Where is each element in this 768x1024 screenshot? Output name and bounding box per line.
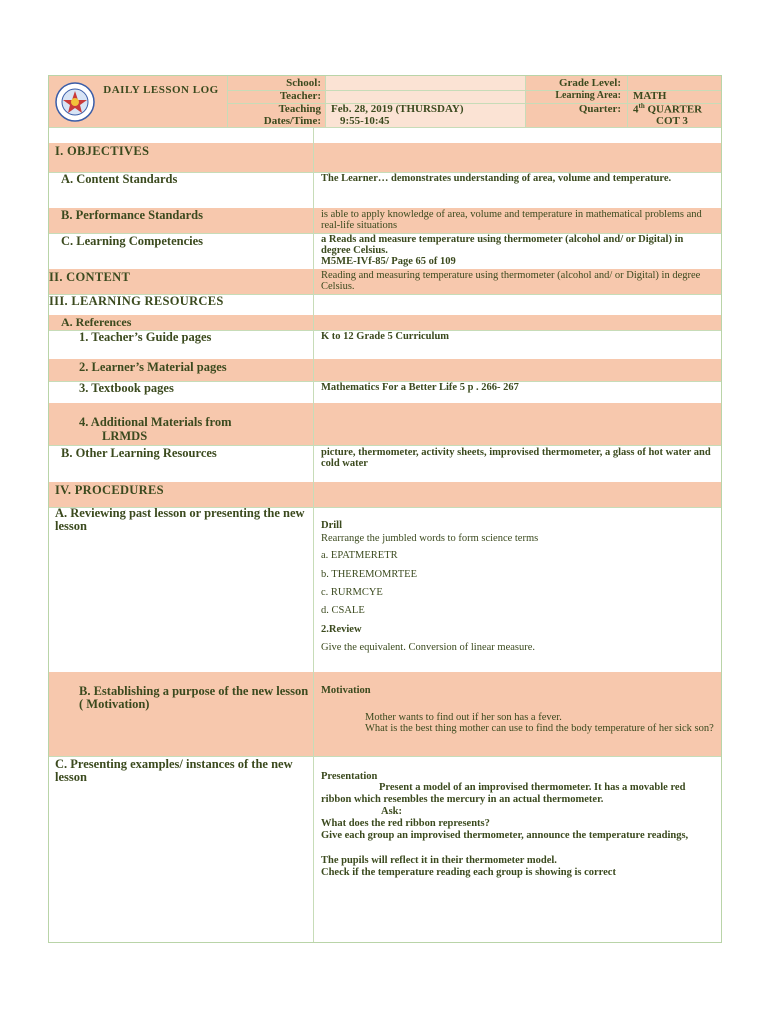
dates-label-2: Dates/Time: [263, 115, 321, 127]
presentation-text-3: The pupils will reflect it in their thermometer model. [321, 855, 557, 866]
references-band [49, 315, 721, 330]
performance-standards-value: is able to apply knowledge of area, volume and temperature in mathematical problems and real-life situations [321, 209, 702, 231]
dates-value-2[interactable]: 9:55-10:45 [340, 115, 390, 127]
presenting-label: C. Presenting examples/ instances of the new lesson [55, 757, 293, 784]
teacher-label: Teacher: [279, 90, 321, 102]
drill-title: Drill [321, 520, 342, 531]
dates-label-1: Teaching [278, 103, 321, 115]
objectives-header-band [49, 143, 721, 172]
quarter-value-2: COT 3 [656, 115, 688, 127]
learners-material-label: 2. Learner’s Material pages [79, 360, 227, 374]
other-resources-value: picture, thermometer, activity sheets, improvised thermometer, a glass of hot water and cold water [321, 447, 711, 469]
motivation-title: Motivation [321, 685, 371, 696]
quarter-label: Quarter: [578, 103, 621, 115]
drill-item: d. CSALE [321, 605, 365, 616]
area-label: Learning Area: [555, 90, 621, 101]
additional-materials-label-2: LRMDS [102, 429, 148, 443]
motivation-label: B. Establishing a purpose of the new lesson ( Motivation) [79, 684, 309, 711]
content-standards-label: A. Content Standards [61, 172, 178, 186]
content-standards-value: The Learner… demonstrates understanding of area, volume and temperature. [321, 173, 672, 184]
area-value[interactable]: MATH [633, 90, 667, 102]
objectives-heading: I. OBJECTIVES [55, 144, 150, 158]
grade-label: Grade Level: [558, 77, 621, 89]
presentation-title: Presentation [321, 771, 378, 782]
textbook-label: 3. Textbook pages [79, 381, 174, 395]
teachers-guide-value: K to 12 Grade 5 Curriculum [321, 331, 450, 342]
motivation-text-2: What is the best thing mother can use to find the body temperature of her sick son? [365, 723, 714, 734]
presentation-ask: Ask: [381, 806, 403, 817]
content-heading: II. CONTENT [49, 270, 131, 284]
teachers-guide-label: 1. Teacher’s Guide pages [79, 330, 212, 344]
presentation-text-2: Give each group an improvised thermometer, announce the temperature readings, [321, 830, 689, 841]
textbook-value: Mathematics For a Better Life 5 p . 266- 267 [321, 382, 519, 393]
learning-competencies-label: C. Learning Competencies [61, 234, 203, 248]
learning-competencies-code: M5ME-IVf-85/ Page 65 of 109 [321, 256, 456, 267]
presentation-text-4: Check if the temperature reading each group is showing is correct [321, 867, 616, 878]
drill-item: c. RURMCYE [321, 587, 383, 598]
procedures-heading: IV. PROCEDURES [55, 483, 164, 497]
lesson-log-document [48, 75, 722, 943]
references-label: A. References [61, 315, 132, 329]
performance-standards-label: B. Performance Standards [61, 208, 203, 222]
drill-item: a. EPATMERETR [321, 550, 398, 561]
quarter-value[interactable]: 4th QUARTER [633, 102, 703, 116]
school-label: School: [286, 77, 321, 89]
deped-seal-logo [55, 82, 95, 122]
review-title: 2.Review [321, 624, 362, 635]
review-text: Give the equivalent. Conversion of linear measure. [321, 642, 536, 653]
drill-item: b. THEREMOMRTEE [321, 569, 418, 580]
title: DAILY LESSON LOG [103, 84, 219, 96]
additional-materials-label-1: 4. Additional Materials from [79, 415, 232, 429]
resources-heading: III. LEARNING RESOURCES [49, 294, 224, 308]
drill-instruction: Rearrange the jumbled words to form science terms [321, 533, 539, 544]
presentation-question: What does the red ribbon represents? [321, 818, 490, 829]
other-resources-label: B. Other Learning Resources [61, 446, 217, 460]
reviewing-label: A. Reviewing past lesson or presenting the new lesson [55, 506, 305, 533]
content-value: Reading and measuring temperature using thermometer (alcohol and/ or Digital) in degree Celsius. [321, 270, 701, 292]
learning-competencies-value: a Reads and measure temperature using thermometer (alcohol and/ or Digital) in degree Celsius. [321, 234, 684, 256]
presentation-text-1: Present a model of an improvised thermometer. It has a movable red ribbon which resembles the mercury in an actual thermometer. [321, 782, 686, 805]
dates-value-1[interactable]: Feb. 28, 2019 (THURSDAY) [331, 103, 464, 115]
motivation-text-1: Mother wants to find out if her son has a fever. [365, 712, 562, 723]
